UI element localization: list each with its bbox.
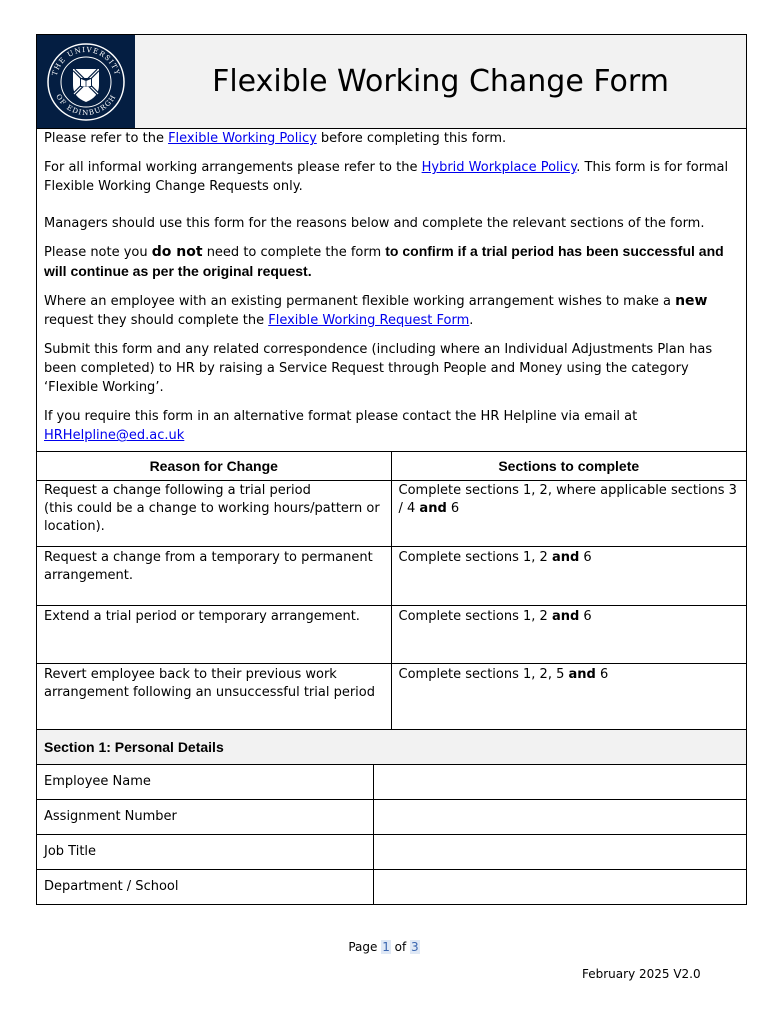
university-crest-logo — [37, 35, 135, 128]
total-page-number: 3 — [411, 940, 419, 954]
intro-paragraph: Where an employee with an existing permanent flexible working arrangement wishes to make a new request they should complete the Flexible Working Request Form. — [44, 293, 708, 328]
flexible-working-policy-link[interactable]: Flexible Working Policy — [168, 131, 317, 146]
reason-cell: Extend a trial period or temporary arrangement. — [37, 606, 391, 664]
intro-paragraph: Please note you do not need to complete the form to confirm if a trial period has been successful and will continue as per the original request. — [44, 243, 724, 279]
table-header-row — [37, 452, 746, 481]
job-title-field[interactable] — [373, 835, 746, 870]
intro-paragraph: Managers should use this form for the reasons below and complete the relevant sections of the form. — [44, 216, 705, 231]
reason-column-header: Reason for Change — [37, 452, 391, 481]
section-heading-row — [37, 730, 746, 765]
form-row — [37, 835, 746, 870]
department-school-label: Department / School — [37, 870, 373, 905]
current-page-number: 1 — [382, 940, 390, 954]
department-school-field[interactable] — [373, 870, 746, 905]
table-row — [37, 481, 746, 547]
personal-details-table — [37, 730, 746, 904]
reason-cell: Request a change following a trial period (this could be a change to working hours/pattern or location). — [37, 481, 391, 547]
employee-name-field[interactable] — [373, 765, 746, 800]
form-page — [36, 34, 747, 905]
intro-text — [37, 129, 746, 451]
reason-table — [37, 451, 746, 730]
sections-cell: Complete sections 1, 2, 5 and 6 — [391, 664, 746, 730]
version-label: February 2025 V2.0 — [582, 967, 701, 981]
form-frame — [36, 34, 747, 905]
sections-cell: Complete sections 1, 2 and 6 — [391, 606, 746, 664]
svg-text:OF EDINBURGH: OF EDINBURGH — [54, 92, 118, 117]
hybrid-workplace-policy-link[interactable]: Hybrid Workplace Policy — [421, 160, 577, 175]
section-1-heading: Section 1: Personal Details — [37, 730, 746, 765]
flexible-working-request-form-link[interactable]: Flexible Working Request Form — [268, 313, 470, 328]
form-row — [37, 765, 746, 800]
hr-helpline-email-link[interactable]: HRHelpline@ed.ac.uk — [44, 428, 185, 443]
table-row — [37, 664, 746, 730]
intro-paragraph: Please refer to the Flexible Working Policy before completing this form. — [44, 131, 507, 146]
reason-cell: Request a change from a temporary to permanent arrangement. — [37, 547, 391, 606]
page-number: Page 1 of 3 — [348, 940, 419, 954]
form-row — [37, 800, 746, 835]
svg-text:THE UNIVERSITY: THE UNIVERSITY — [50, 45, 122, 77]
table-row — [37, 547, 746, 606]
form-row — [37, 870, 746, 905]
intro-paragraph: Submit this form and any related correspondence (including where an Individual Adjustments Plan has been completed) to HR by raising a Service Request through People and Money using the category ‘Flexible Working’. — [44, 342, 713, 395]
assignment-number-field[interactable] — [373, 800, 746, 835]
form-header — [37, 35, 746, 129]
sections-column-header: Sections to complete — [391, 452, 746, 481]
form-title: Flexible Working Change Form — [212, 64, 669, 99]
job-title-label: Job Title — [37, 835, 373, 870]
employee-name-label: Employee Name — [37, 765, 373, 800]
table-row — [37, 606, 746, 664]
intro-paragraph: For all informal working arrangements please refer to the Hybrid Workplace Policy. This form is for formal Flexible Working Change Requests only. — [44, 160, 729, 194]
sections-cell: Complete sections 1, 2 and 6 — [391, 547, 746, 606]
reason-cell: Revert employee back to their previous work arrangement following an unsuccessful trial period — [37, 664, 391, 730]
assignment-number-label: Assignment Number — [37, 800, 373, 835]
sections-cell: Complete sections 1, 2, where applicable sections 3 / 4 and 6 — [391, 481, 746, 547]
intro-paragraph: If you require this form in an alternative format please contact the HR Helpline via email at HRHelpline@ed.ac.uk — [44, 409, 638, 443]
